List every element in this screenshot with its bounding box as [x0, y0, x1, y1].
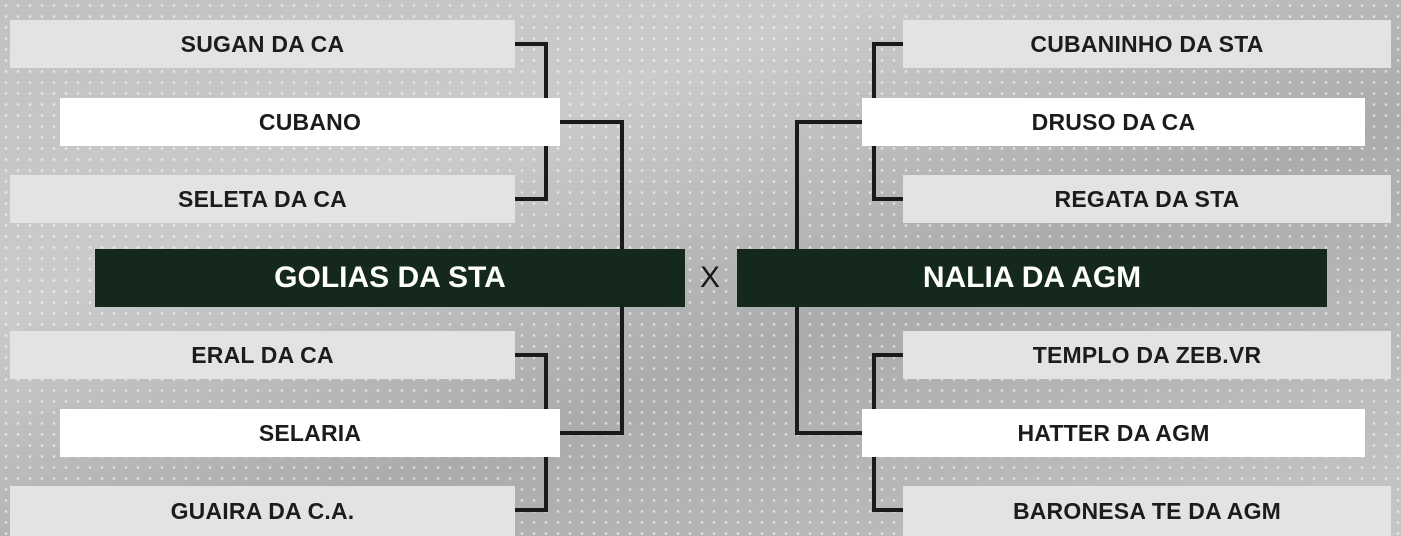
- finalist-label: GOLIAS DA STA: [274, 261, 506, 294]
- entry-label: BARONESA TE DA AGM: [1012, 497, 1282, 524]
- right-bottom-entry-3: [903, 486, 1391, 536]
- right-top-entry-2: [862, 98, 1365, 146]
- left-top-entry-3: [10, 175, 515, 223]
- entry-label: SUGAN DA CA: [180, 30, 345, 57]
- bracket-left-bottom-mid: [560, 307, 622, 433]
- right-top-entry-3: [903, 175, 1391, 223]
- left-bottom-entry-2: [60, 409, 560, 457]
- right-top-entry-1: [903, 20, 1391, 68]
- left-top-entry-1: [10, 20, 515, 68]
- entry-label: TEMPLO DA ZEB.VR: [1032, 341, 1262, 368]
- left-top-entry-2: [60, 98, 560, 146]
- entry-label: CUBANINHO DA STA: [1030, 30, 1264, 57]
- entry-label: SELETA DA CA: [178, 185, 347, 212]
- left-bottom-entry-3: [10, 486, 515, 536]
- right-bottom-entry-2: [862, 409, 1365, 457]
- bracket-right-top-mid: [797, 122, 862, 249]
- left-finalist: [95, 249, 685, 307]
- entry-label: DRUSO DA CA: [1031, 108, 1196, 135]
- bracket-left-top-mid: [560, 122, 622, 249]
- entry-label: CUBANO: [258, 108, 362, 135]
- versus-label: X: [699, 261, 720, 294]
- entry-label: REGATA DA STA: [1054, 185, 1240, 212]
- right-bottom-entry-1: [903, 331, 1391, 379]
- entry-label: GUAIRA DA C.A.: [170, 497, 355, 524]
- entry-label: HATTER DA AGM: [1017, 419, 1210, 446]
- entry-label: ERAL DA CA: [191, 341, 334, 368]
- right-finalist: [737, 249, 1327, 307]
- finalist-label: NALIA DA AGM: [922, 261, 1142, 294]
- entry-label: SELARIA: [258, 419, 362, 446]
- bracket-right-bottom-mid: [797, 307, 862, 433]
- left-bottom-entry-1: [10, 331, 515, 379]
